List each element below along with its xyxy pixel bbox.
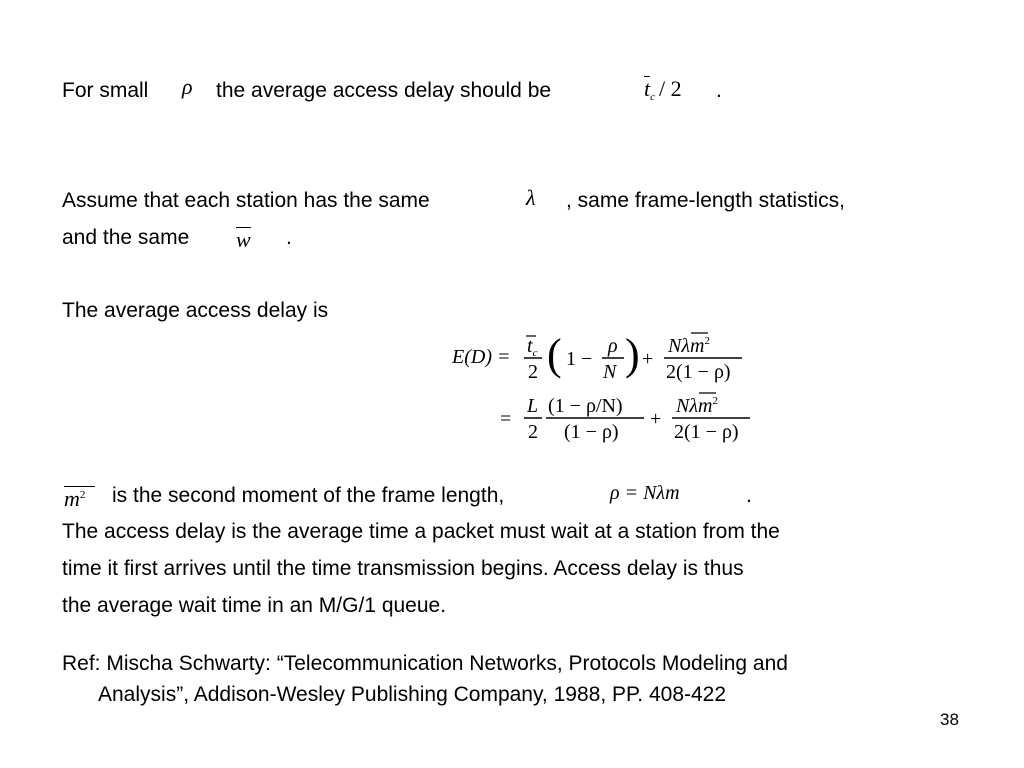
eq-lparen: ( (547, 330, 562, 379)
rho-symbol: ρ (182, 74, 193, 99)
eq-den-mid: (1 − ρ) (564, 421, 619, 443)
line2-a: Assume that each station has the same (62, 189, 430, 212)
eq-tc: $t_c$ (527, 335, 538, 359)
eq-rparen: ) (625, 330, 640, 379)
w-bar-symbol (236, 227, 251, 253)
m-squared-bar (64, 486, 95, 512)
line5-a: is the second moment of the frame length, (112, 484, 505, 507)
eq-num2: Nλm$^2$ (668, 335, 710, 357)
line1-pre: For small (62, 79, 149, 102)
eq-L: L (527, 395, 539, 417)
eq-two: 2 (528, 361, 538, 383)
eq-equals: = (500, 408, 512, 430)
reference-line-2: Analysis”, Addison-Wesley Publishing Company, 1988, PP. 408-422 (98, 683, 727, 706)
eq-num2-b: Nλm$^2$ (676, 395, 718, 417)
para-line-1: The access delay is the average time a packet must wait at a station from the (62, 520, 780, 543)
line1-post: . (716, 79, 722, 102)
access-delay-equation (440, 320, 780, 450)
eq-plus2: + (650, 408, 662, 430)
line3-a: and the same (62, 226, 190, 249)
para-line-3: the average wait time in an M/G/1 queue. (62, 594, 447, 617)
page-number: 38 (940, 710, 959, 729)
para-line-2: time it first arrives until the time transmission begins. Access delay is thus (62, 557, 744, 580)
m2-bar: $m^2$ (64, 486, 95, 512)
line5-b: . (746, 484, 752, 507)
line3-b: . (286, 226, 292, 249)
tc-half-expression: $t_c / 2$ (644, 76, 682, 103)
tc-bar: t (644, 76, 651, 101)
eq-one-minus: 1 − (566, 348, 593, 370)
w-bar: w (236, 227, 251, 252)
line4: The average access delay is (62, 299, 329, 322)
rho-equals-nlm: ρ = Nλm (610, 482, 680, 504)
reference-line-1: Ref: Mischa Schwarty: “Telecommunication Networks, Protocols Modeling and (62, 652, 788, 675)
lambda-symbol: λ (526, 185, 536, 210)
eq-den2: 2(1 − ρ) (666, 361, 731, 383)
eq-N: N (603, 361, 617, 383)
eq-rho: ρ (608, 335, 618, 357)
line2-b: , same frame-length statistics, (566, 189, 845, 212)
eq-plus1: + (642, 348, 654, 370)
line1-mid: the average access delay should be (216, 79, 552, 102)
eq-two-b: 2 (528, 421, 538, 443)
eq-num-mid: (1 − ρ/N) (548, 395, 623, 417)
eq-den2-b: 2(1 − ρ) (674, 421, 739, 443)
eq-ED: E(D) = (452, 346, 511, 368)
